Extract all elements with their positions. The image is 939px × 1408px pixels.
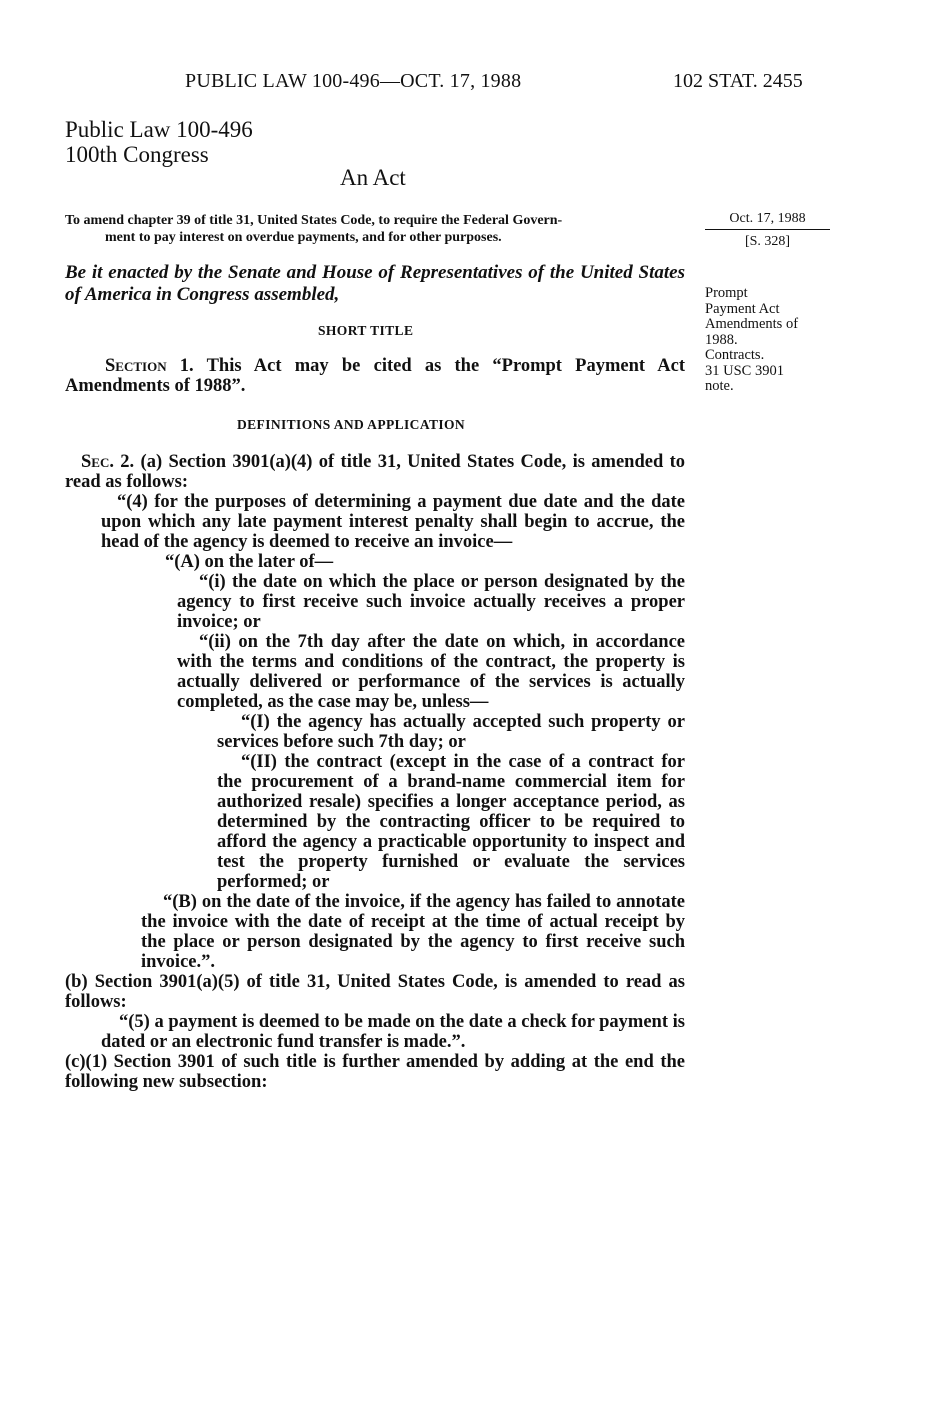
subclause-I: “(I) the agency has actually accepted such property or services before such 7th day; or [217, 712, 685, 752]
margin-date-block [705, 210, 830, 250]
section-2 [65, 452, 685, 1092]
clause-ii: “(ii) on the 7th day after the date on which, in accordance with the terms and conditions of the contract, the property is actually delivered or performance of the services is actually completed, as the case may be, unless— [177, 632, 685, 712]
subsection-b: (b) Section 3901(a)(5) of title 31, United States Code, is amended to read as follows: [65, 972, 685, 1012]
clause-i: “(i) the date on which the place or person designated by the agency to first receive such invoice actually receives a proper invoice; or [177, 572, 685, 632]
section-1-label: Section 1. [105, 356, 194, 376]
paragraph-4: “(4) for the purposes of determining a payment due date and the date upon which any late payment interest penalty shall begin to accrue, the head of the agency is deemed to receive an invoice— [101, 492, 685, 552]
margin-note: Payment Act [705, 300, 780, 317]
act-title: An Act [340, 165, 406, 190]
subparagraph-b: “(B) on the date of the invoice, if the agency has failed to annotate the invoice with the date of receipt at the time of actual receipt by the place or person designated by the agency to first receive such invoice.”. [141, 892, 685, 972]
margin-note: note. [705, 378, 734, 394]
margin-note: 31 USC 3901 [705, 362, 784, 379]
section-2-intro: (a) Section 3901(a)(4) of title 31, United States Code, is amended to read as follows: [65, 452, 685, 492]
section-1 [65, 356, 685, 396]
margin-bill-number: [S. 328] [744, 234, 791, 249]
purpose-line-1: To amend chapter 39 of title 31, United States Code, to require the Federal Govern- [65, 213, 563, 228]
enacting-clause: Be it enacted by the Senate and House of Representatives of the United States of America in Congress assembled, [65, 262, 685, 305]
section-2-heading: DEFINITIONS AND APPLICATION [237, 417, 466, 432]
subsection-c: (c)(1) Section 3901 of such title is further amended by adding at the end the following new subsection: [65, 1052, 685, 1092]
subparagraph-a: “(A) on the later of— [165, 552, 334, 572]
section-2-label: Sec. 2. [81, 452, 135, 472]
purpose-statement [65, 212, 685, 246]
margin-note: Contracts. [705, 347, 765, 363]
margin-note: Prompt [705, 285, 748, 301]
congress-number: 100th Congress [65, 142, 209, 167]
subclause-II: “(II) the contract (except in the case of a contract for the procurement of a brand-name commercial item for authorized resale) specifies a longer acceptance period, as determined by the contracting officer to be required to afford the agency a practicable opportunity to inspect and test the property furnished or evaluate the services performed; or [217, 752, 685, 892]
law-number: Public Law 100-496 [65, 117, 253, 142]
section-1-text: This Act may be cited as the “Prompt Payment Act Amendments of 1988”. [65, 356, 685, 396]
margin-notes [705, 286, 835, 395]
margin-note: Amendments of [705, 316, 799, 332]
margin-date: Oct. 17, 1988 [729, 211, 806, 226]
section-1-heading: SHORT TITLE [318, 323, 414, 338]
margin-rule [705, 229, 830, 230]
margin-note: 1988. [705, 331, 738, 348]
running-head: PUBLIC LAW 100-496—OCT. 17, 1988 [185, 70, 522, 92]
law-identification [65, 117, 253, 167]
statute-page-reference: 102 STAT. 2455 [673, 70, 803, 92]
purpose-line-2: ment to pay interest on overdue payments, and for other purposes. [105, 230, 502, 245]
paragraph-5: “(5) a payment is deemed to be made on the date a check for payment is dated or an electronic fund transfer is made.”. [101, 1012, 685, 1052]
